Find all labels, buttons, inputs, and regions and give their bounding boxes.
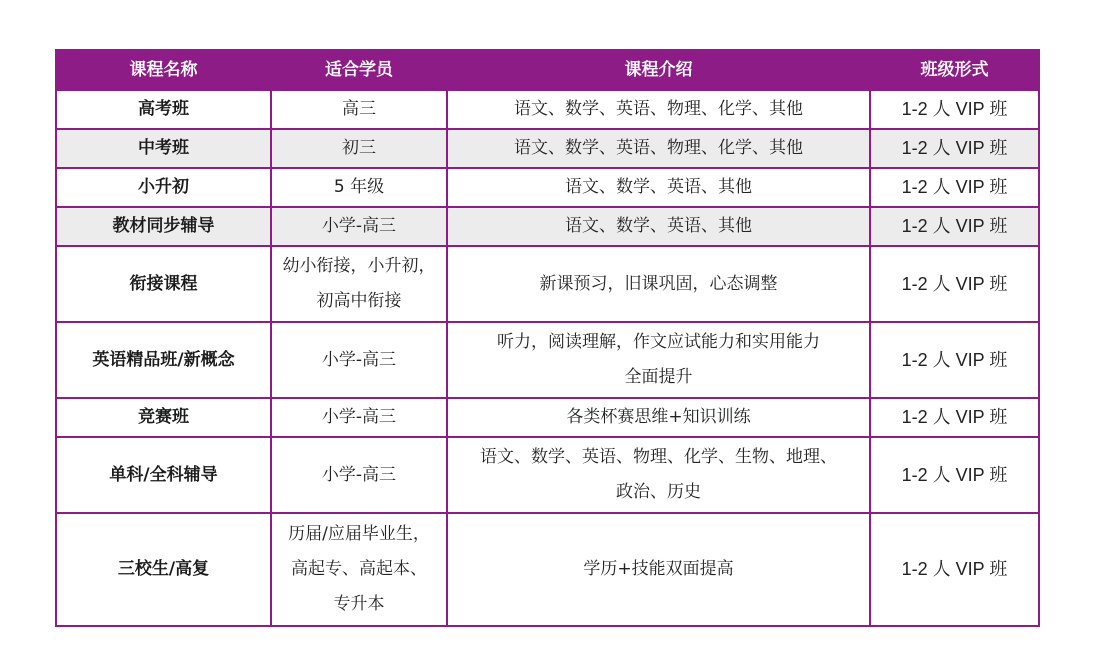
course-name: 小升初 [56, 168, 271, 207]
course-format: 1-2 人 VIP 班 [870, 513, 1039, 626]
course-students-text: 幼小衔接，小升初， 初高中衔接 [282, 256, 436, 311]
course-students [271, 513, 447, 626]
course-students: 初三 [271, 129, 447, 168]
course-name: 衔接课程 [56, 246, 271, 322]
course-format: 1-2 人 VIP 班 [870, 90, 1039, 129]
course-intro: 新课预习，旧课巩固，心态调整 [447, 246, 870, 322]
course-intro: 语文、数学、英语、其他 [447, 168, 870, 207]
course-students: 5 年级 [271, 168, 447, 207]
course-students: 高三 [271, 90, 447, 129]
header-row [56, 50, 1039, 90]
course-intro [447, 437, 870, 513]
header-course-name: 课程名称 [56, 50, 271, 90]
table-row [56, 513, 1039, 626]
course-table [55, 49, 1040, 627]
header-intro: 课程介绍 [447, 50, 870, 90]
table-row [56, 246, 1039, 322]
course-students: 小学-高三 [271, 322, 447, 398]
table-row [56, 168, 1039, 207]
course-intro: 学历+技能双面提高 [447, 513, 870, 626]
table-row [56, 398, 1039, 437]
course-students: 小学-高三 [271, 437, 447, 513]
course-name: 英语精品班/新概念 [56, 322, 271, 398]
table-row [56, 437, 1039, 513]
course-intro: 语文、数学、英语、物理、化学、其他 [447, 129, 870, 168]
course-name: 三校生/高复 [56, 513, 271, 626]
course-name: 竞赛班 [56, 398, 271, 437]
course-format: 1-2 人 VIP 班 [870, 168, 1039, 207]
course-students: 小学-高三 [271, 207, 447, 246]
course-intro [447, 322, 870, 398]
course-name: 中考班 [56, 129, 271, 168]
course-intro: 语文、数学、英语、物理、化学、其他 [447, 90, 870, 129]
course-format: 1-2 人 VIP 班 [870, 207, 1039, 246]
course-name: 高考班 [56, 90, 271, 129]
table-header [56, 50, 1039, 90]
table-row [56, 322, 1039, 398]
course-format: 1-2 人 VIP 班 [870, 129, 1039, 168]
course-name: 教材同步辅导 [56, 207, 271, 246]
course-intro-text: 语文、数学、英语、物理、化学、生物、地理、 政治、历史 [480, 447, 837, 502]
header-format: 班级形式 [870, 50, 1039, 90]
course-format: 1-2 人 VIP 班 [870, 322, 1039, 398]
course-format: 1-2 人 VIP 班 [870, 437, 1039, 513]
table-row [56, 129, 1039, 168]
course-intro-text: 听力，阅读理解，作文应试能力和实用能力 全面提升 [497, 332, 820, 387]
course-intro: 语文、数学、英语、其他 [447, 207, 870, 246]
course-students [271, 246, 447, 322]
course-students-text: 历届/应届毕业生， 高起专、高起本、 专升本 [288, 524, 430, 614]
course-format: 1-2 人 VIP 班 [870, 246, 1039, 322]
course-students: 小学-高三 [271, 398, 447, 437]
header-students: 适合学员 [271, 50, 447, 90]
table-row [56, 90, 1039, 129]
course-name: 单科/全科辅导 [56, 437, 271, 513]
course-intro: 各类杯赛思维+知识训练 [447, 398, 870, 437]
course-format: 1-2 人 VIP 班 [870, 398, 1039, 437]
table-body [56, 90, 1039, 626]
table-row [56, 207, 1039, 246]
